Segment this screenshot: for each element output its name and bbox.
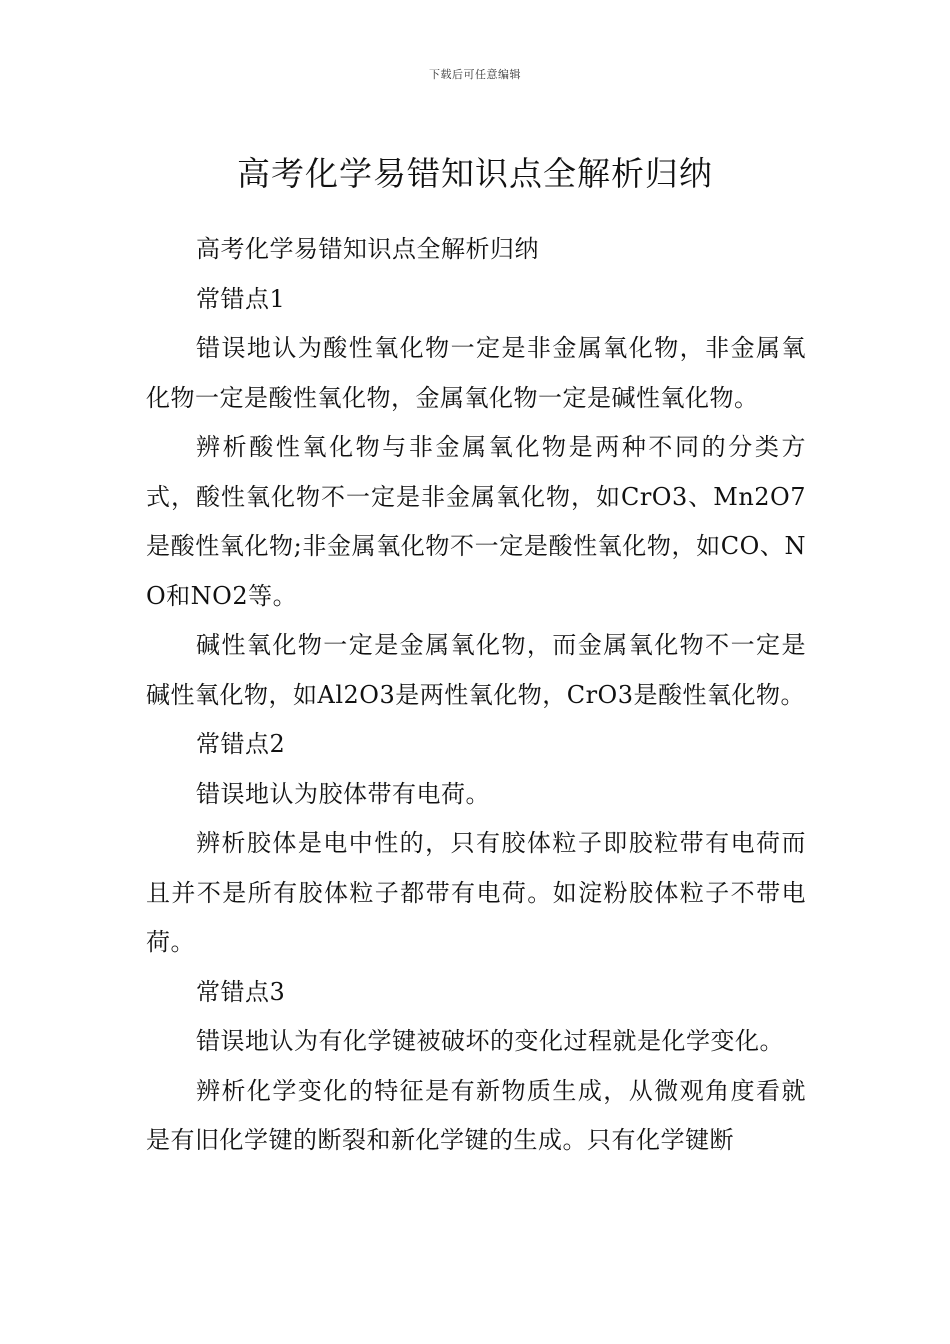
paragraph-error-2: 错误地认为胶体带有电荷。 [196,779,490,808]
paragraph-analysis-1a: 辨析酸性氧化物与非金属氧化物是两种不同的分类方式，酸性氧化物不一定是非金属氧化物，如CrO3、Mn2O7是酸性氧化物;非金属氧化物不一定是酸性氧化物，如CO、NO和NO2等。 [146,433,806,610]
document-body [146,225,806,1166]
header-note: 下载后可任意编辑 [429,68,521,81]
paragraph-analysis-1b: 碱性氧化物一定是金属氧化物，而金属氧化物不一定是碱性氧化物，如Al2O3是两性氧化物，CrO3是酸性氧化物。 [146,631,806,709]
paragraph-heading-3: 常错点3 [196,977,286,1006]
paragraph-error-3: 错误地认为有化学键被破坏的变化过程就是化学变化。 [196,1027,784,1055]
paragraph-heading-2: 常错点2 [196,730,286,758]
paragraph-heading-1: 常错点1 [196,284,286,313]
paragraph-subtitle: 高考化学易错知识点全解析归纳 [196,235,539,263]
paragraph-error-1: 错误地认为酸性氧化物一定是非金属氧化物，非金属氧化物一定是酸性氧化物，金属氧化物一定是碱性氧化物。 [146,334,806,412]
paragraph-analysis-2: 辨析胶体是电中性的，只有胶体粒子即胶粒带有电荷而且并不是所有胶体粒子都带有电荷。如淀粉胶体粒子不带电荷。 [146,829,806,956]
paragraph-analysis-3: 辨析化学变化的特征是有新物质生成，从微观角度看就是有旧化学键的断裂和新化学键的生成。只有化学键断 [146,1076,806,1154]
document-title: 高考化学易错知识点全解析归纳 [237,154,713,194]
